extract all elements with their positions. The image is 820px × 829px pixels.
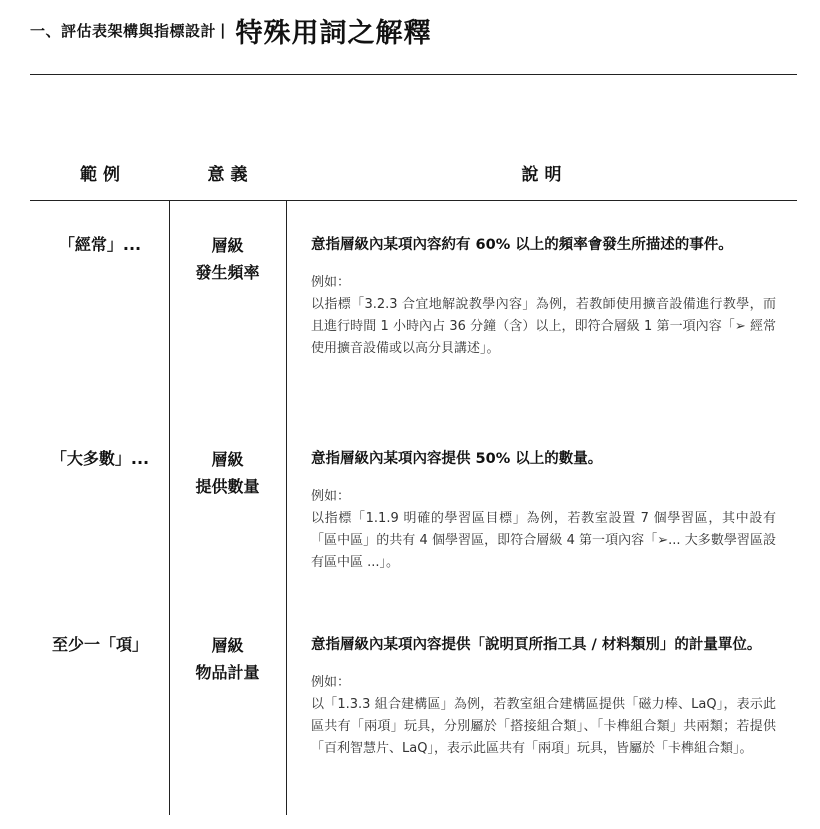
example-label: 例如：	[311, 489, 351, 504]
description-cell	[311, 232, 776, 360]
meaning-line: 發生頻率	[195, 263, 260, 282]
meaning-line: 提供數量	[195, 477, 260, 496]
page-title: 特殊用詞之解釋	[235, 17, 432, 49]
page-header	[30, 10, 800, 50]
example-term: 至少一「項」	[51, 635, 148, 654]
example-label: 例如：	[311, 675, 351, 690]
description-text: 意指層級內某項內容提供 50% 以上的數量。	[311, 451, 603, 467]
header-divider	[30, 74, 797, 75]
description-cell	[311, 632, 776, 760]
description-cell	[311, 446, 776, 574]
example-term: 「大多數」...	[50, 449, 150, 468]
example-text: 以指標「1.1.9 明確的學習區目標」為例，若教室設置 7 個學習區，其中設有「區中區」的共有 4 個學習區，即符合層級 4 第一項內容「➢... 大多數學習區設有區中區 ...」。	[311, 511, 776, 570]
meaning-line: 層級	[211, 236, 244, 255]
column-header-meaning: 意 義	[207, 165, 248, 185]
title-separator: |	[220, 21, 226, 39]
meaning-line: 層級	[211, 450, 244, 469]
example-label: 例如：	[311, 275, 351, 290]
example-term: 「經常」...	[58, 235, 142, 254]
description-text: 意指層級內某項內容提供「說明頁所指工具 / 材料類別」的計量單位。	[311, 637, 762, 653]
meaning-line: 層級	[211, 636, 244, 655]
column-divider	[169, 201, 170, 815]
example-text: 以指標「3.2.3 合宜地解說教學內容」為例，若教師使用擴音設備進行教學，而且進行時間 1 小時內占 36 分鐘（含）以上，即符合層級 1 第一項內容「➢ 經常使用擴音設備或以高分貝講述」。	[311, 297, 776, 356]
example-text: 以「1.3.3 組合建構區」為例，若教室組合建構區提供「磁力棒、LaQ」，表示此區共有「兩項」玩具，分別屬於「搭接組合類」、「卡榫組合類」共兩類；若提供「百利智慧片、LaQ」，表示此區共有「兩項」玩具，皆屬於「卡榫組合類」。	[311, 697, 776, 756]
description-text: 意指層級內某項內容約有 60% 以上的頻率會發生所描述的事件。	[311, 237, 733, 253]
meaning-cell	[170, 446, 285, 500]
column-divider	[286, 201, 287, 815]
column-header-description: 說 明	[521, 165, 562, 185]
section-label: 一、評估表架構與指標設計	[30, 21, 217, 40]
meaning-line: 物品計量	[195, 663, 260, 682]
column-header-example: 範 例	[80, 165, 120, 185]
meaning-cell	[170, 232, 285, 286]
table-header-divider	[30, 200, 797, 201]
meaning-cell	[170, 632, 285, 686]
